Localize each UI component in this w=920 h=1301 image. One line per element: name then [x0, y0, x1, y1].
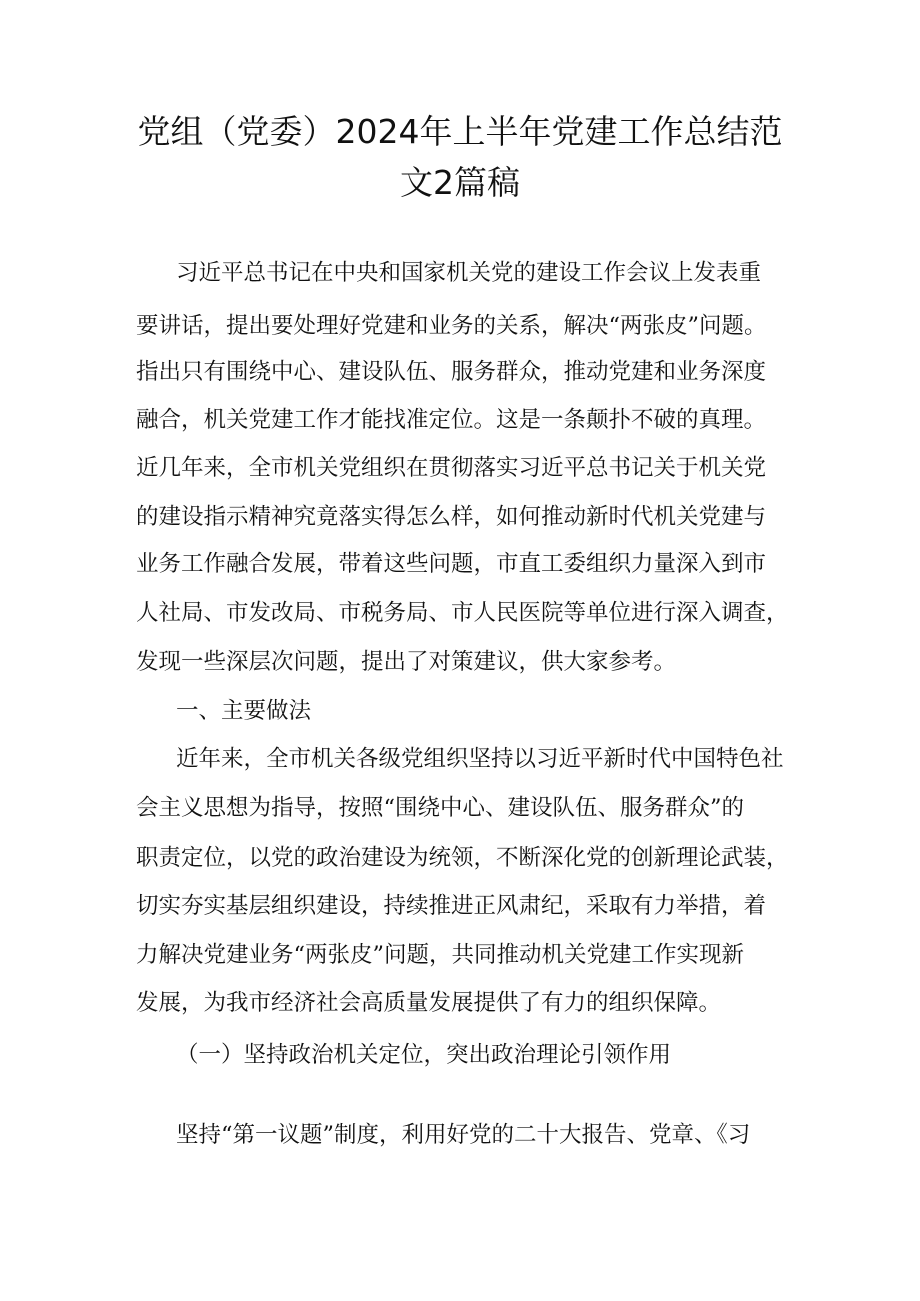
- title-line-1: 党组（党委）2024年上半年党建工作总结范: [137, 112, 783, 151]
- section-heading: 一、主要做法: [176, 698, 312, 724]
- body-line: 近几年来，全市机关党组织在贯彻落实习近平总书记关于机关党: [136, 455, 767, 481]
- body-line: 力解决党建业务“两张皮”问题，共同推动机关党建工作实现新: [136, 942, 745, 968]
- subsection-heading: （一）坚持政治机关定位，突出政治理论引领作用: [176, 1042, 672, 1068]
- body-line: 坚持“第一议题”制度，利用好党的二十大报告、党章、《习: [176, 1122, 751, 1148]
- body-line: 业务工作融合发展，带着这些问题，市直工委组织力量深入到市: [136, 551, 767, 577]
- body-line: 发现一些深层次问题，提出了对策建议，供大家参考。: [136, 649, 677, 675]
- body-line: 要讲话，提出要处理好党建和业务的关系，解决“两张皮”问题。: [136, 313, 767, 339]
- body-line: 的建设指示精神究竟落实得怎么样，如何推动新时代机关党建与: [136, 504, 767, 530]
- document-title: [120, 106, 800, 208]
- body-line: 切实夯实基层组织建设，持续推进正风肃纪，采取有力举措，着: [136, 893, 767, 919]
- title-line-2: 文2篇稿: [400, 163, 520, 202]
- body-line: 会主义思想为指导，按照“围绕中心、建设队伍、服务群众”的: [136, 795, 745, 821]
- body-line: 指出只有围绕中心、建设队伍、服务群众，推动党建和业务深度: [136, 359, 767, 385]
- body-line: 职责定位，以党的政治建设为统领，不断深化党的创新理论武装，: [136, 845, 789, 871]
- body-line: 融合，机关党建工作才能找准定位。这是一条颠扑不破的真理。: [136, 407, 767, 433]
- body-line: 习近平总书记在中央和国家机关党的建设工作会议上发表重: [176, 260, 762, 286]
- body-line: 人社局、市发改局、市税务局、市人民医院等单位进行深入调查，: [136, 600, 789, 626]
- body-line: 近年来，全市机关各级党组织坚持以习近平新时代中国特色社: [176, 746, 784, 772]
- body-line: 发展，为我市经济社会高质量发展提供了有力的组织保障。: [136, 990, 722, 1016]
